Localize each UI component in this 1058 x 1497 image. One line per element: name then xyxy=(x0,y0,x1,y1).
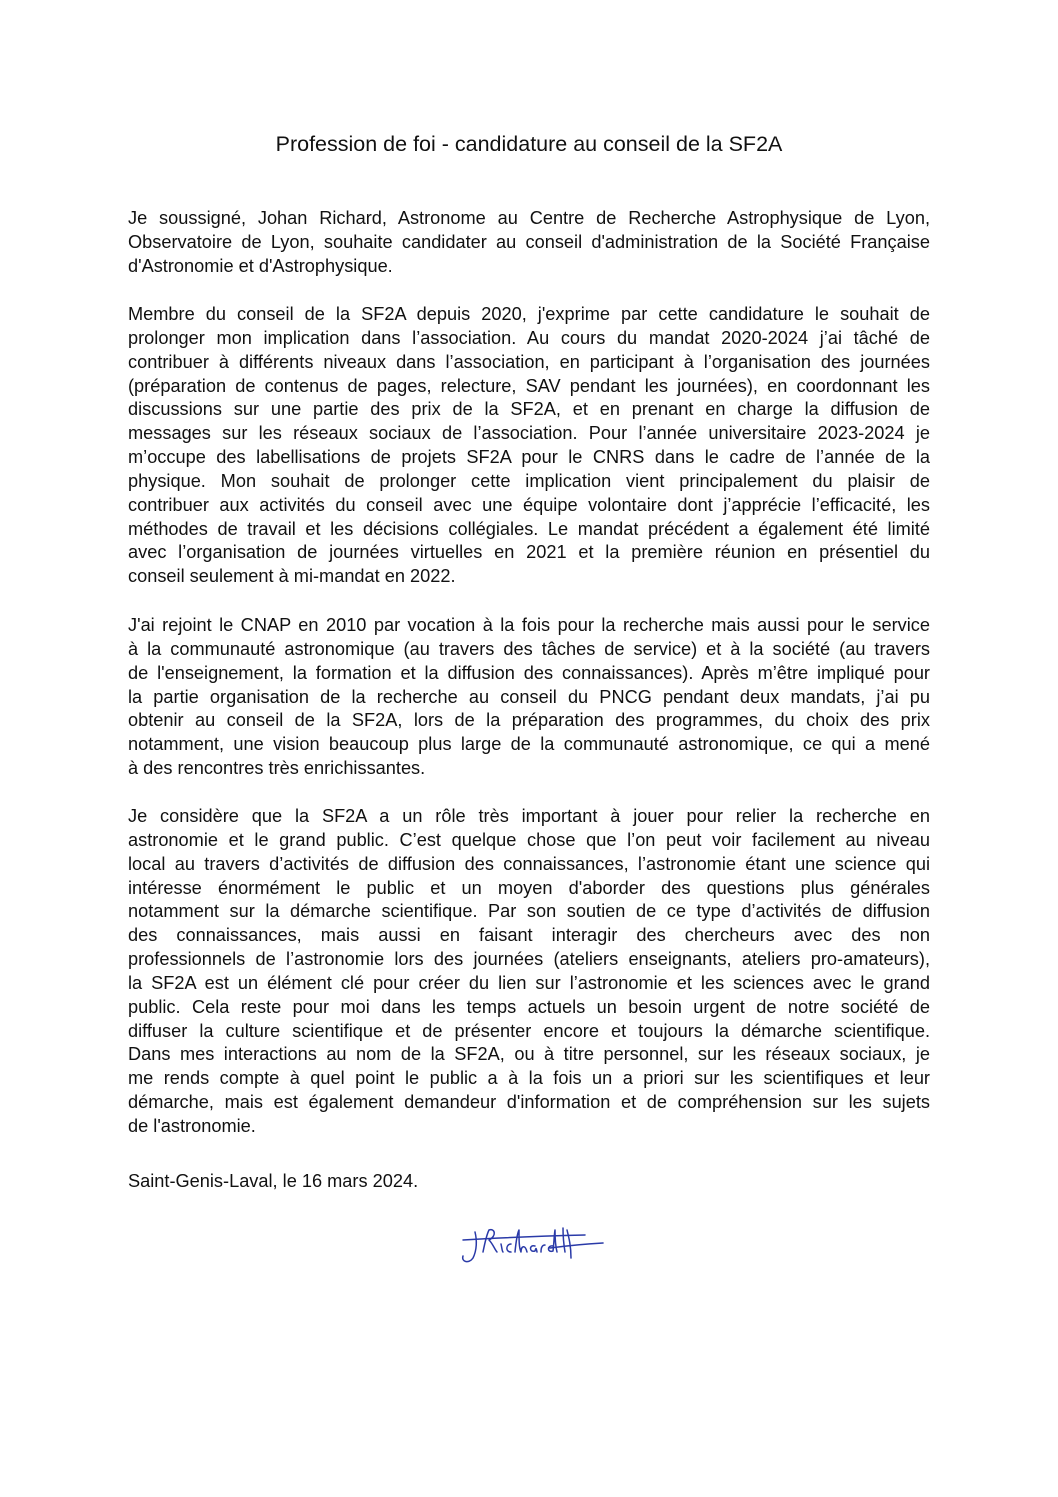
text-line: public. Cela reste pour moi dans les temps actuels un besoin urgent de notre société de xyxy=(128,996,930,1017)
text-line: (préparation de contenus de pages, relecture, SAV pendant les journées), en coordonnant les xyxy=(128,375,930,396)
text-line: contribuer à différents niveaux dans l’association, en participant à l’organisation des journées xyxy=(128,351,930,372)
text-line: Observatoire de Lyon, souhaite candidater au conseil d'administration de la Société Française xyxy=(128,231,930,252)
text-line: avec l’organisation de journées virtuelles en 2021 et la première réunion en présentiel du xyxy=(128,542,930,563)
text-line: contribuer aux activités du conseil avec une équipe volontaire dont j’apprécie l’efficacité, les xyxy=(128,494,930,515)
place-and-date: Saint-Genis-Laval, le 16 mars 2024. xyxy=(128,1171,419,1191)
text-line: conseil seulement à mi-mandat en 2022. xyxy=(128,566,456,587)
text-line: notamment sur la démarche scientifique. Par son soutien de ce type d’activités de diffusion xyxy=(128,901,930,922)
text-line: J'ai rejoint le CNAP en 2010 par vocation à la fois pour la recherche mais aussi pour le service xyxy=(128,615,930,635)
text-line: la SF2A est un élément clé pour créer du lien sur l’astronomie et les sciences avec le grand xyxy=(128,972,930,993)
text-line: professionnels de l’astronomie lors des journées (ateliers enseignants, ateliers pro-amateurs), xyxy=(128,949,930,970)
text-line: à la communauté astronomique (au travers des tâches de service) et à la société (au travers xyxy=(128,638,930,659)
handwritten-signature xyxy=(455,1218,605,1270)
signature-icon xyxy=(455,1218,605,1270)
text-line: prolonger mon implication dans l’association. Au cours du mandat 2020-2024 j’ai tâché de xyxy=(128,327,930,348)
text-line: Membre du conseil de la SF2A depuis 2020, j'exprime par cette candidature le souhait de xyxy=(128,304,930,324)
text-line: de l'astronomie. xyxy=(128,1115,256,1136)
document-title: Profession de foi - candidature au conseil de la SF2A xyxy=(275,132,783,156)
paragraph-council-membership xyxy=(128,303,930,589)
text-line: de l'enseignement, la formation et la diffusion des connaissances). Après m’être impliqué pour xyxy=(128,662,930,683)
text-line: discussions sur une partie des prix de la SF2A, et en prenant en charge la diffusion de xyxy=(128,399,930,420)
paragraph-sf2a-role xyxy=(128,805,930,1139)
text-line: Je soussigné, Johan Richard, Astronome au Centre de Recherche Astrophysique de Lyon, xyxy=(128,208,930,228)
text-line: des connaissances, mais aussi en faisant interagir des chercheurs avec des non xyxy=(128,925,930,946)
text-line: d'Astronomie et d'Astrophysique. xyxy=(128,255,393,276)
text-line: local au travers d’activités de diffusion des connaissances, l’astronomie étant une science qui xyxy=(128,853,930,874)
text-line: méthodes de travail et les décisions collégiales. Le mandat précédent a également été limité xyxy=(128,518,930,539)
text-line: à des rencontres très enrichissantes. xyxy=(128,758,426,779)
text-line: la partie organisation de la recherche au conseil du PNCG pendant deux mandats, j’ai pu xyxy=(128,686,930,707)
paragraph-introduction xyxy=(128,207,930,279)
text-line: notamment, une vision beaucoup plus large de la communauté astronomique, ce qui a mené xyxy=(128,734,930,755)
text-line: démarche, mais est également demandeur d'information et de compréhension sur les sujets xyxy=(128,1092,930,1113)
text-line: Je considère que la SF2A a un rôle très important à jouer pour relier la recherche en xyxy=(128,806,930,826)
text-line: Dans mes interactions au nom de la SF2A, ou à titre personnel, sur les réseaux sociaux, je xyxy=(128,1044,930,1065)
text-line: astronomie et le grand public. C’est quelque chose que l’on peut voir facilement au niveau xyxy=(128,829,930,850)
text-line: intéresse énormément le public et un moyen d'aborder des questions plus générales xyxy=(128,877,930,898)
text-line: obtenir au conseil de la SF2A, lors de la préparation des programmes, du choix des prix xyxy=(128,710,930,731)
paragraph-cnap-background xyxy=(128,614,930,781)
text-line: physique. Mon souhait de prolonger cette implication vient principalement du plaisir de xyxy=(128,470,930,491)
text-line: me rends compte à quel point le public a à la fois un a priori sur les scientifiques et leur xyxy=(128,1068,930,1089)
text-line: diffuser la culture scientifique et de présenter encore et toujours la démarche scientifique. xyxy=(128,1020,930,1041)
text-line: messages sur les réseaux sociaux de l’association. Pour l’année universitaire 2023-2024 je xyxy=(128,423,930,444)
text-line: m’occupe des labellisations de projets SF2A pour le CNRS dans le cadre de l’année de la xyxy=(128,447,930,468)
